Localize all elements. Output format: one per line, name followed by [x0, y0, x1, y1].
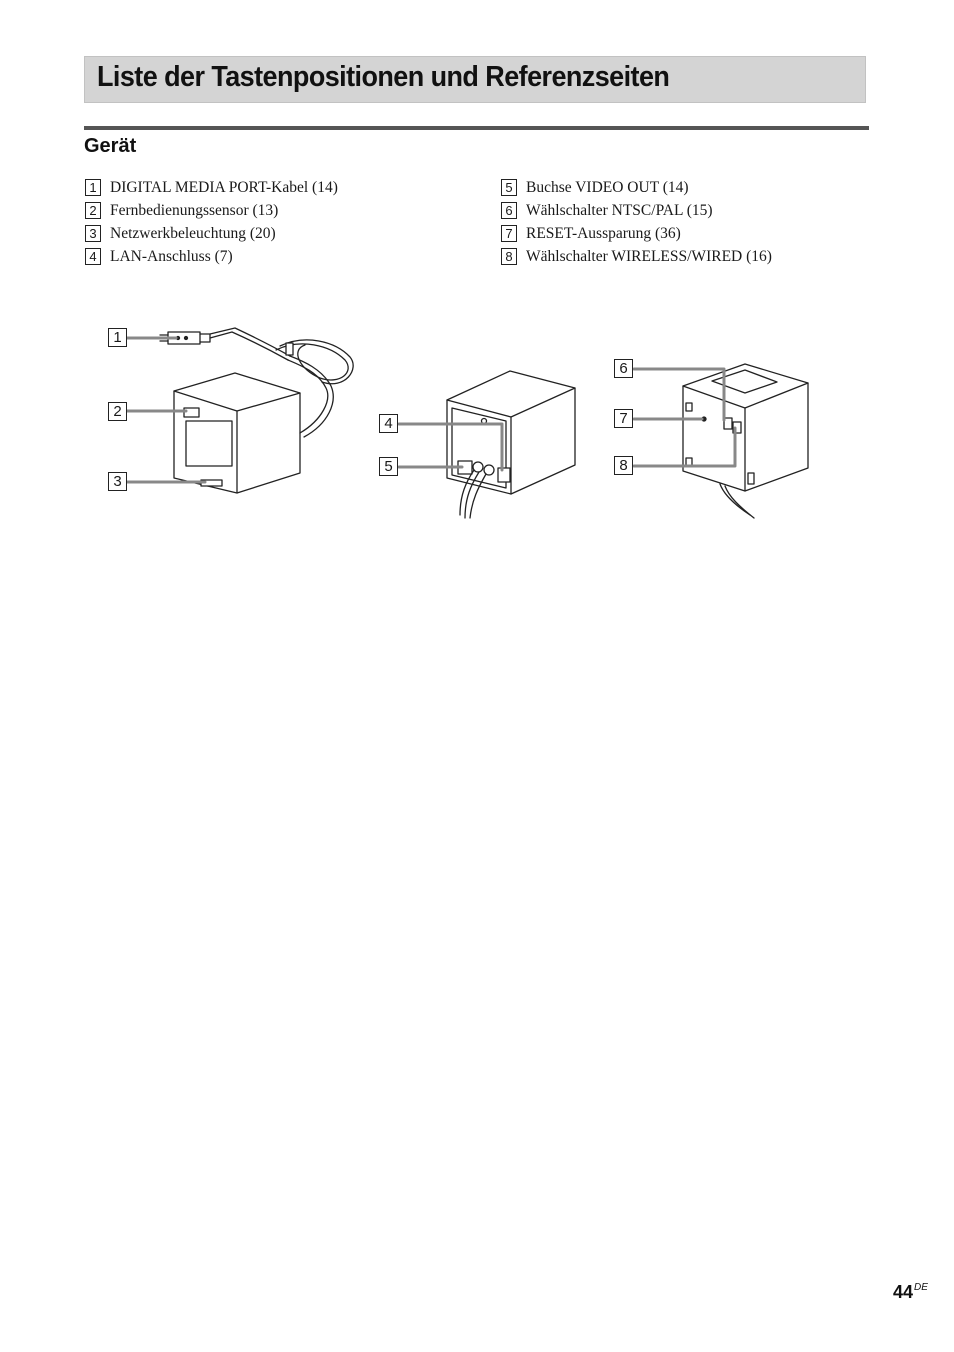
- legend-text: RESET-Aussparung (36): [526, 224, 681, 242]
- legend-text: LAN-Anschluss (7): [110, 247, 233, 265]
- legend-number: 6: [501, 202, 517, 219]
- legend-number: 2: [85, 202, 101, 219]
- page-number: [893, 1282, 928, 1303]
- lan-port: [498, 468, 510, 482]
- legend-number: 8: [501, 248, 517, 265]
- page-title: Liste der Tastenpositionen und Referenzseiten: [97, 61, 670, 93]
- callout-7: 7: [614, 409, 633, 428]
- remote-sensor: [184, 408, 199, 417]
- legend-number: 4: [85, 248, 101, 265]
- callout-2: 2: [108, 402, 127, 421]
- legend-number: 3: [85, 225, 101, 242]
- device-front-view: [160, 328, 353, 493]
- callout-6: 6: [614, 359, 633, 378]
- callout-8: 8: [614, 456, 633, 475]
- callout-5: 5: [379, 457, 398, 476]
- device-rear-view: [447, 371, 575, 518]
- callout-4: 4: [379, 414, 398, 433]
- legend-number: 5: [501, 179, 517, 196]
- front-window: [186, 421, 232, 466]
- legend-text: Wählschalter NTSC/PAL (15): [526, 201, 713, 219]
- legend-text: Wählschalter WIRELESS/WIRED (16): [526, 247, 772, 265]
- page-number-value: 44: [893, 1282, 914, 1302]
- callout-3: 3: [108, 472, 127, 491]
- device-side-view: [683, 364, 808, 518]
- legend-number: 7: [501, 225, 517, 242]
- legend-text: Buchse VIDEO OUT (14): [526, 178, 689, 196]
- legend-number: 1: [85, 179, 101, 196]
- legend-text: Netzwerkbeleuchtung (20): [110, 224, 276, 242]
- legend-text: DIGITAL MEDIA PORT-Kabel (14): [110, 178, 338, 196]
- section-title: Gerät: [84, 135, 137, 157]
- callout-1: 1: [108, 328, 127, 347]
- legend-text: Fernbedienungssensor (13): [110, 201, 279, 219]
- page-language: DE: [914, 1282, 928, 1293]
- device-illustration: [0, 0, 954, 560]
